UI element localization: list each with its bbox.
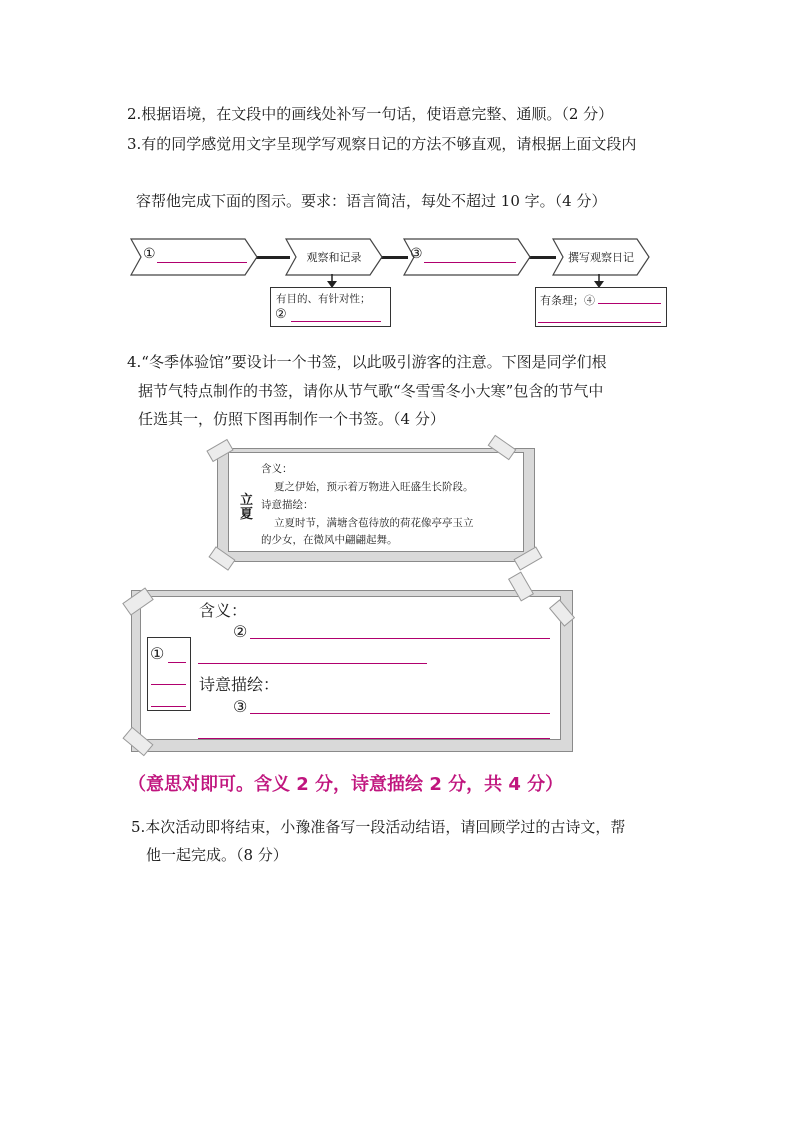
subbox-1-text: 有目的、有针对性； [276,293,371,305]
solar-term-char-1: 立 [240,493,254,508]
question-4-line3: 任选其一，仿照下图再制作一个书签。（4 分） [138,410,445,428]
answer-line [291,321,381,322]
question-3-line1: 3.有的同学感觉用文字呈现学写观察日记的方法不够直观，请根据上面文段内 [127,135,637,153]
answer-line [198,663,427,664]
question-2: 2.根据语境，在文段中的画线处补写一句话，使语意完整、通顺。（2 分） [127,105,614,123]
poetic-label: 诗意描绘： [261,499,314,511]
flow-box-4-label: 撰写观察日记 [568,251,634,264]
flow-box-3-marker: ③ [410,246,423,262]
answer-line [151,706,186,707]
blank-marker-1: ① [150,644,165,663]
subbox-2-text: 有条理；④ [540,294,595,307]
down-arrow-icon [326,274,338,288]
flow-box-1 [130,238,258,276]
meaning-label: 含义： [199,601,248,620]
subbox-1-marker: ② [275,307,287,322]
answer-line [198,738,550,739]
question-4-line2: 据节气特点制作的书签，请你从节气歌“冬雪雪冬小大寒”包含的节气中 [138,382,604,400]
flow-box-2-label: 观察和记录 [306,251,362,264]
scoring-note: （意思对即可。含义 2 分，诗意描绘 2 分，共 4 分） [128,774,564,795]
down-arrow-icon [593,274,605,288]
poetic-text-1: 立夏时节，满塘含苞待放的荷花像亭亭玉立 [274,517,474,529]
poetic-label: 诗意描绘： [199,675,280,694]
question-4-line1: 4.“冬季体验馆”要设计一个书签，以此吸引游客的注意。下图是同学们根 [127,353,607,371]
solar-term-char-2: 夏 [240,507,254,522]
flow-box-2 [285,238,383,276]
answer-line [424,262,516,263]
answer-line [598,303,661,304]
flow-box-3 [403,238,531,276]
answer-line [157,262,247,263]
meaning-label: 含义： [261,463,293,475]
question-5-line2: 他一起完成。（8 分） [146,846,288,864]
answer-line [151,684,186,685]
meaning-text: 夏之伊始，预示着万物进入旺盛生长阶段。 [274,481,474,493]
blank-marker-2: ② [233,622,248,641]
answer-line [250,713,550,714]
question-3-line2: 容帮他完成下面的图示。要求：语言简洁，每处不超过 10 字。（4 分） [136,192,607,210]
flow-subbox-1 [270,287,391,327]
blank-marker-3: ③ [233,697,248,716]
answer-line [168,662,186,663]
answer-line [538,322,661,323]
answer-line [250,638,550,639]
poetic-text-2: 的少女，在微风中翩翩起舞。 [261,534,398,546]
flow-box-4 [552,238,650,276]
flow-subbox-2 [535,287,667,327]
solar-term-slot [147,637,191,711]
question-5-line1: 5.本次活动即将结束，小豫准备写一段活动结语，请回顾学过的古诗文，帮 [131,818,626,836]
flow-box-1-marker: ① [143,246,156,262]
